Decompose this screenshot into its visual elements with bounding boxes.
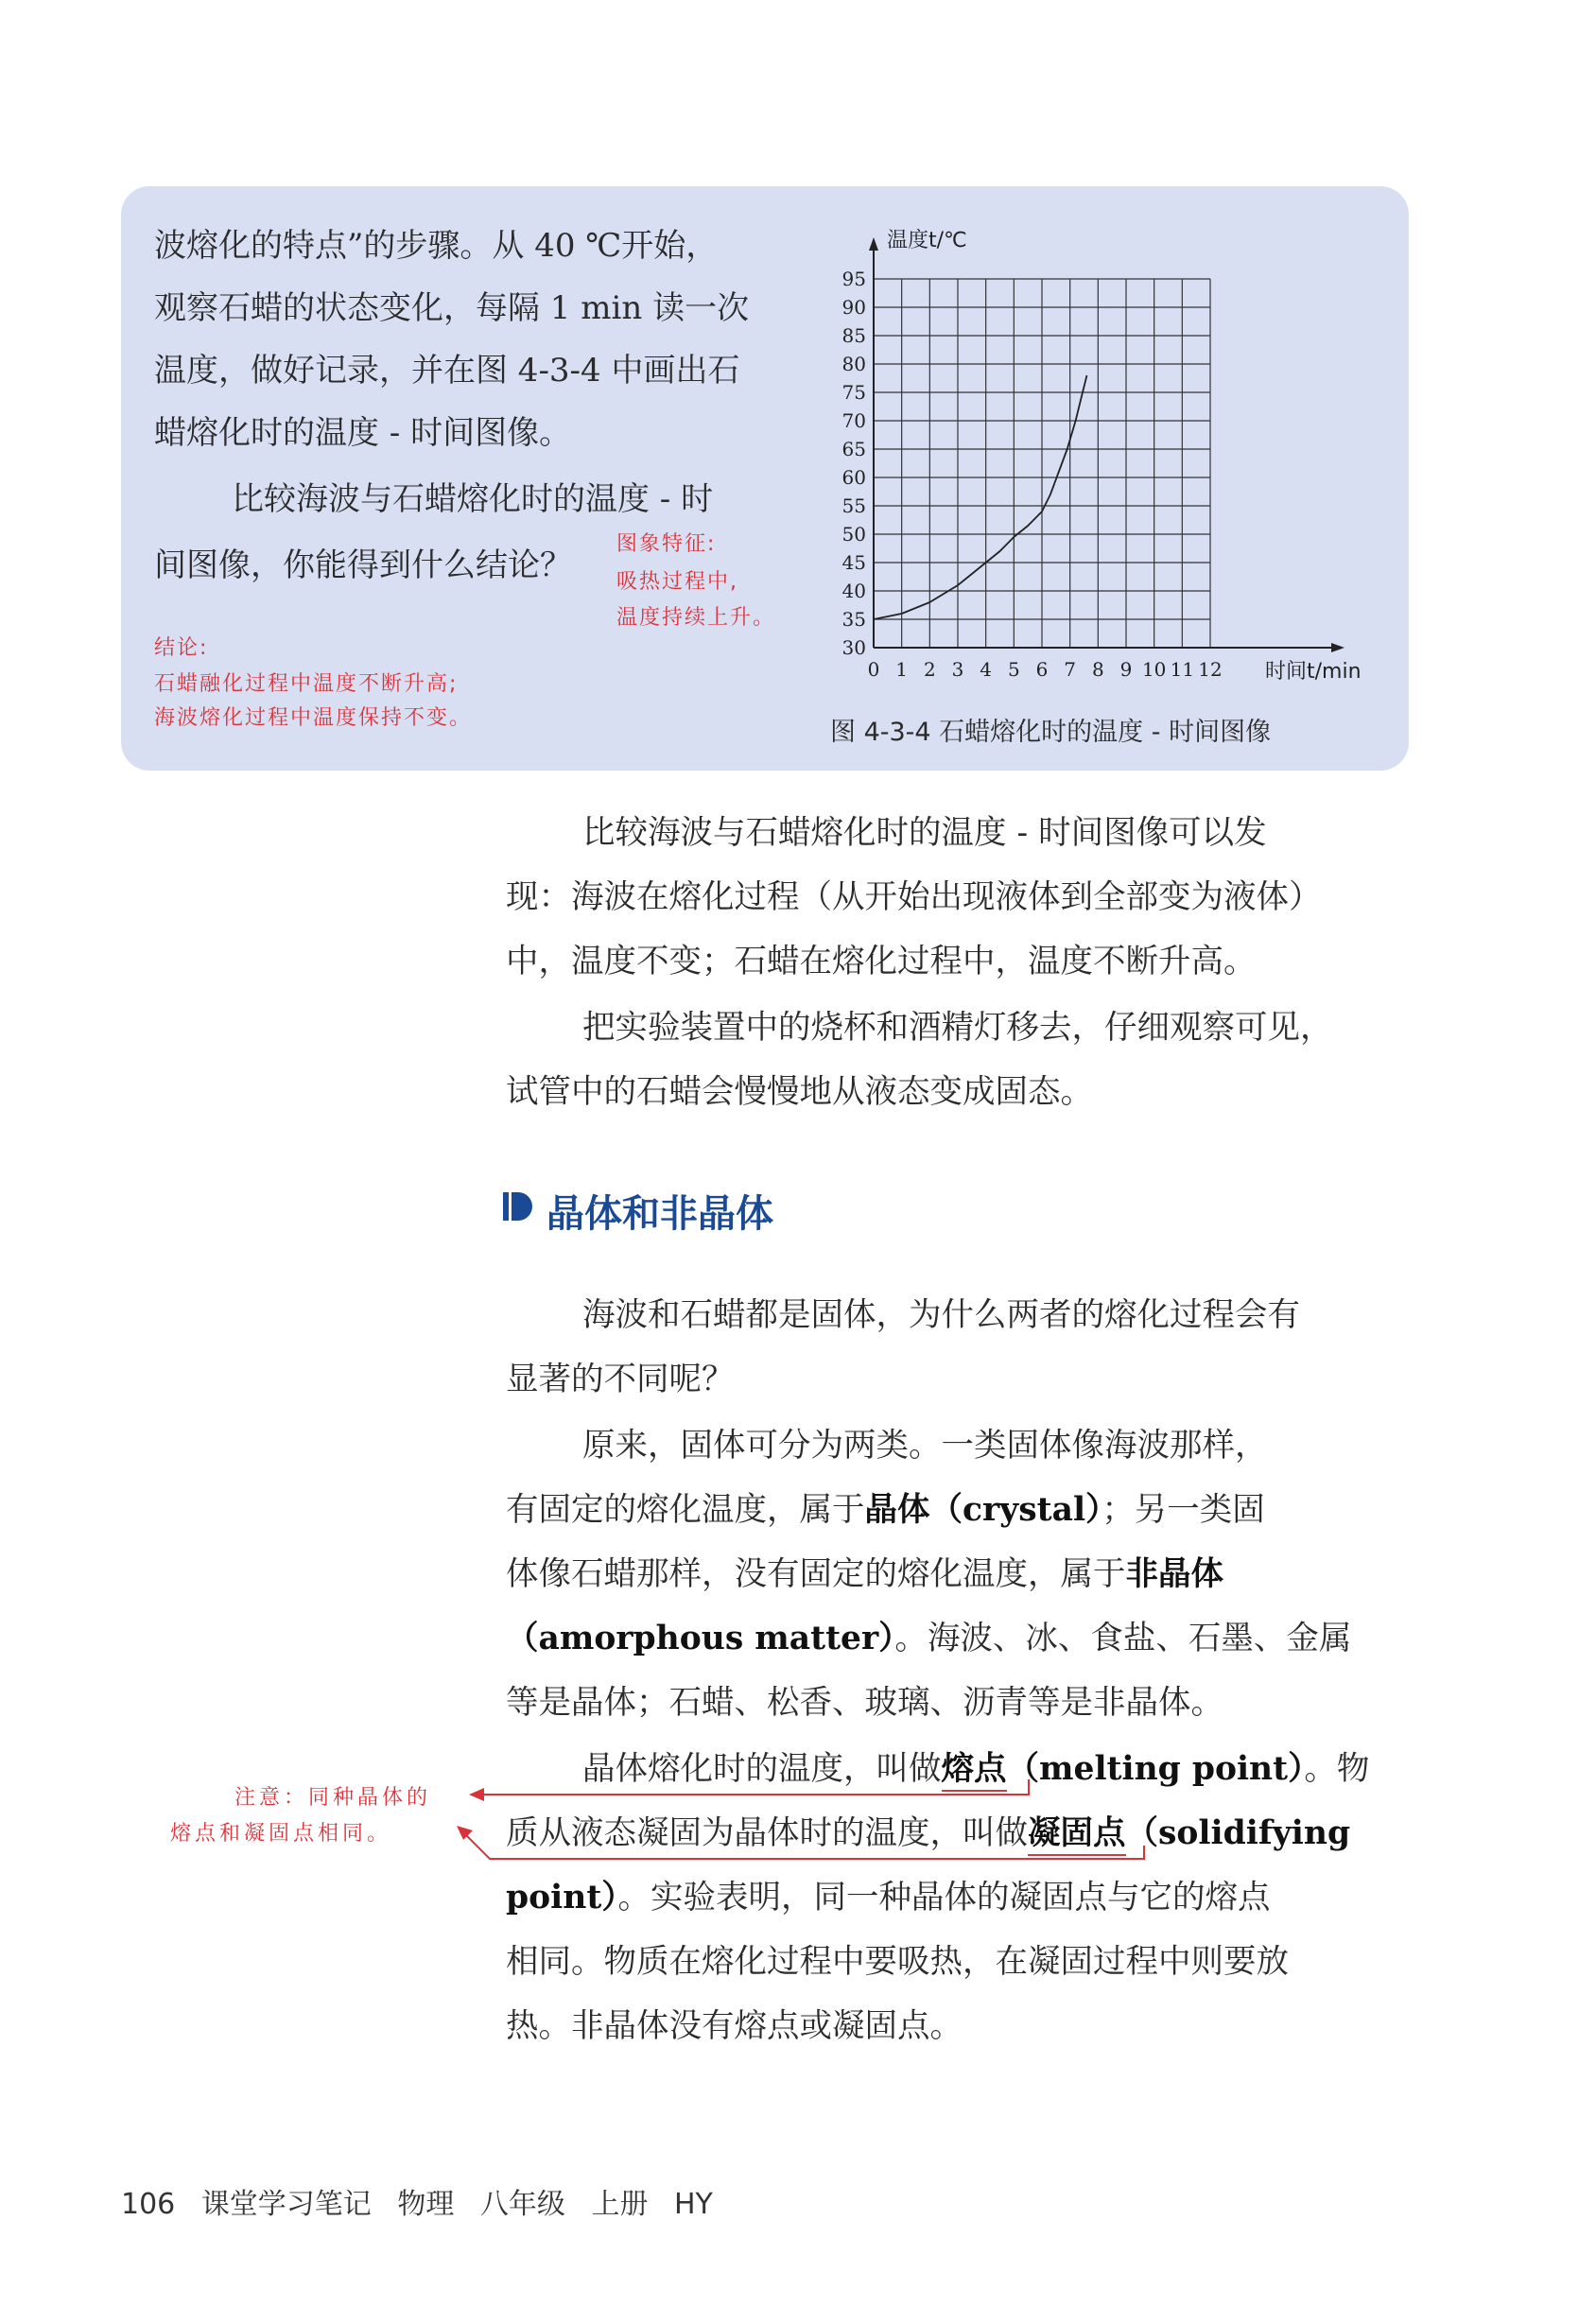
body-text: 体像石蜡那样，没有固定的熔化温度，属于 [506,1555,1126,1593]
section-marker-icon [501,1189,535,1223]
y-tick-label: 60 [841,466,866,489]
term-solidifying-point-en-end: point） [506,1879,618,1916]
y-tick-label: 75 [841,381,866,404]
body-line: 原来，固体可分为两类。一类固体像海波那样， [582,1427,1268,1465]
body-line [506,1547,1223,1594]
term-melting-point-en: （melting point） [1006,1750,1305,1788]
conclusion-note-line: 结论: [154,636,209,660]
chart-grid [874,279,1210,648]
x-tick-label: 3 [951,658,964,681]
feature-note-line: 吸热过程中, [616,570,738,594]
x-axis-arrow-icon [1331,643,1344,652]
y-tick-label: 50 [841,523,866,546]
volume: 上册 [591,2188,649,2221]
subject: 物理 [397,2188,455,2221]
x-tick-label: 1 [895,658,909,681]
x-tick-label: 0 [867,658,880,681]
x-tick-label: 10 [1141,658,1167,681]
body-line: 海波和石蜡都是固体，为什么两者的熔化过程会有 [582,1296,1300,1334]
body-line: 热。非晶体没有熔点或凝固点。 [506,2007,963,2045]
x-tick-label: 4 [980,658,993,681]
grade: 八年级 [479,2188,565,2221]
y-tick-label: 65 [841,438,866,460]
chart-x-ticks [868,658,1223,681]
body-line: 相同。物质在熔化过程中要吸热，在凝固过程中则要放 [506,1943,1289,1981]
body-line: 比较海波与石蜡熔化时的温度 - 时间图像可以发 [582,814,1267,852]
activity-line: 波熔化的特点”的步骤。从 40 ℃开始， [154,227,719,265]
body-text: 晶体熔化时的温度，叫做 [582,1750,942,1788]
edition: HY [674,2188,713,2221]
x-tick-label: 6 [1035,658,1049,681]
activity-line: 蜡熔化时的温度 - 时间图像。 [154,414,572,452]
body-line: 试管中的石蜡会慢慢地从液态变成固态。 [506,1073,1093,1111]
x-tick-label: 2 [923,658,936,681]
y-tick-label: 90 [841,296,866,319]
activity-line: 比较海波与石蜡熔化时的温度 - 时 [232,480,714,518]
y-tick-label: 45 [841,551,866,574]
temperature-time-chart [813,222,1380,695]
body-line: 等是晶体；石蜡、松香、玻璃、沥青等是非晶体。 [506,1684,1223,1722]
body-text: 。海波、冰、食盐、石墨、金属 [894,1620,1352,1657]
conclusion-note-line: 石蜡融化过程中温度不断升高; [154,672,459,696]
body-line: 把实验装置中的烧杯和酒精灯移去，仔细观察可见， [582,1009,1333,1047]
y-tick-label: 80 [841,353,866,375]
figure-caption: 图 4-3-4 石蜡熔化时的温度 - 时间图像 [830,718,1272,747]
chart-y-ticks [842,268,866,659]
y-tick-label: 30 [841,636,866,659]
x-tick-label: 9 [1119,658,1133,681]
book-title: 课堂学习笔记 [200,2188,372,2221]
body-line [582,1742,1369,1789]
term-melting-point: 熔点 [942,1750,1007,1792]
y-tick-label: 85 [841,324,866,347]
side-note-line: 注意：同种晶体的 [234,1786,432,1810]
body-line: 中，温度不变；石蜡在熔化过程中，温度不断升高。 [506,943,1257,980]
x-tick-label: 8 [1091,658,1104,681]
y-axis-arrow-icon [869,237,878,251]
body-line [506,1870,1271,1917]
body-line: 显著的不同呢？ [506,1361,735,1398]
activity-line: 观察石蜡的状态变化，每隔 1 min 读一次 [154,289,750,327]
activity-line: 间图像，你能得到什么结论？ [154,546,572,584]
term-amorphous: 非晶体 [1125,1555,1223,1593]
term-amorphous-en: （amorphous matter） [506,1620,895,1657]
body-text: ；另一类固 [1102,1491,1265,1529]
side-note-line: 熔点和凝固点相同。 [170,1822,392,1846]
feature-note-line: 图象特征: [616,532,717,556]
body-text: 质从液态凝固为晶体时的温度，叫做 [506,1814,1028,1852]
section-title: 晶体和非晶体 [546,1192,773,1236]
conclusion-note-line: 海波熔化过程中温度保持不变。 [154,706,473,730]
page-number: 106 [121,2188,176,2221]
series-line [874,375,1087,619]
y-tick-label: 70 [841,409,866,432]
x-tick-label: 7 [1064,658,1077,681]
y-tick-label: 35 [841,608,866,631]
body-line [506,1483,1265,1530]
x-tick-label: 5 [1007,658,1020,681]
page-footer [121,2180,713,2222]
y-tick-label: 40 [841,580,866,602]
term-solidifying-point-en: （solidifying [1125,1814,1351,1852]
chart-series [874,375,1087,619]
body-text: 有固定的熔化温度，属于 [506,1491,865,1529]
x-tick-label: 11 [1170,658,1195,681]
chart-axes [869,237,1344,652]
arrowhead-icon [457,1826,473,1840]
activity-line: 温度，做好记录，并在图 4-3-4 中画出石 [154,352,740,390]
y-tick-label: 95 [841,268,866,290]
term-crystal: 晶体（crystal） [864,1491,1102,1529]
x-tick-label: 12 [1198,658,1223,681]
y-tick-label: 55 [841,494,866,517]
arrowhead-icon [469,1788,484,1801]
chart-y-label: 温度t/℃ [887,229,967,252]
body-line: 现：海波在熔化过程（从开始出现液体到全部变为液体） [506,878,1322,916]
feature-note-line: 温度持续上升。 [616,606,776,630]
body-line [506,1806,1350,1853]
chart-x-label: 时间t/min [1265,660,1362,684]
term-solidifying-point: 凝固点 [1028,1814,1126,1856]
body-text: 。物 [1304,1750,1370,1788]
body-line [506,1611,1351,1658]
body-text: 。实验表明，同一种晶体的凝固点与它的熔点 [617,1879,1271,1916]
